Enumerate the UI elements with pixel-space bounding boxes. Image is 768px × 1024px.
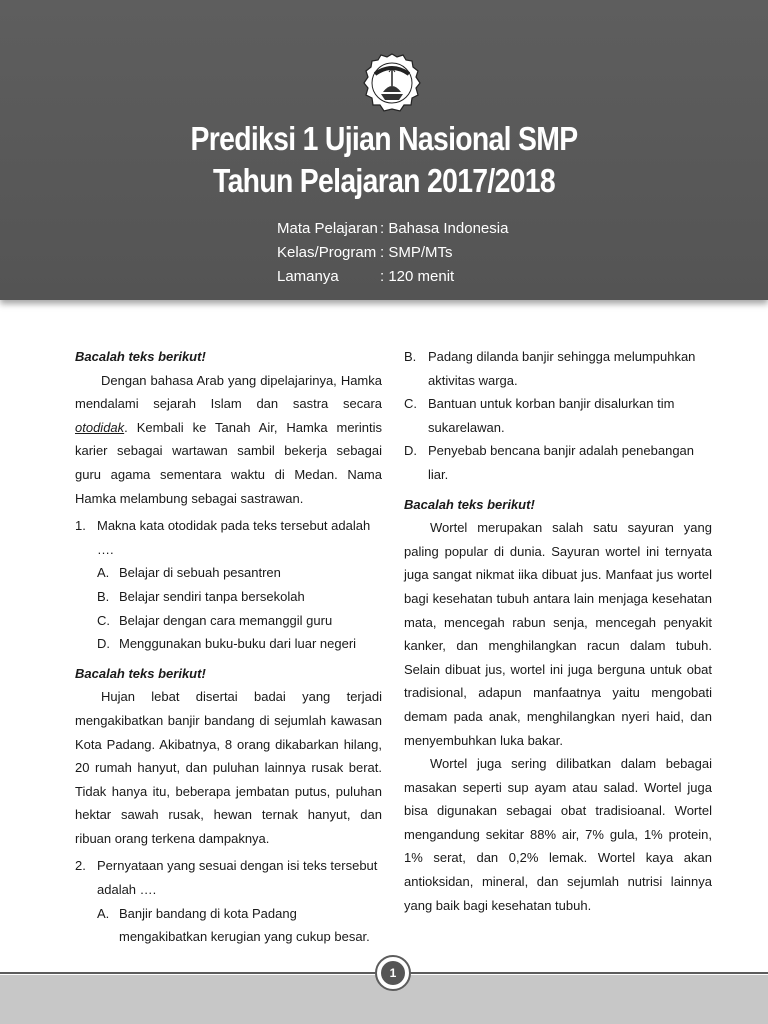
option-letter: D.	[404, 443, 417, 459]
title-line-2: Tahun Pelajaran 2017/2018	[213, 162, 555, 199]
q1-option-a[interactable]	[75, 561, 382, 585]
option-letter: A.	[97, 905, 110, 921]
option-letter: B.	[97, 588, 110, 604]
option-text: Bantuan untuk korban banjir disalurkan tim sukarelawan.	[428, 396, 675, 435]
page-number: 1	[381, 961, 405, 985]
meta-value: : 120 menit	[380, 268, 455, 285]
underlined-term: otodidak	[75, 419, 125, 435]
page-number-badge	[375, 955, 411, 991]
right-column	[404, 345, 712, 917]
question-number: 2.	[75, 858, 86, 874]
option-text: Penyebab bencana banjir adalah penebangan liar.	[428, 443, 695, 482]
option-letter: C.	[97, 612, 110, 628]
meta-value: : SMP/MTs	[380, 244, 453, 261]
tut-wuri-handayani-logo	[359, 52, 425, 116]
passage-text: . Kembali ke Tanah Air, Hamka merintis karier sebagai wartawan sambil bekerja sebagai guru agama sementara waktu di Medan. Nama Hamka melambung sebagai sastrawan.	[75, 419, 382, 506]
question-text: Pernyataan yang sesuai dengan isi teks tersebut adalah ….	[97, 858, 378, 898]
instruction-heading: Bacalah teks berikut!	[75, 665, 206, 681]
header-banner	[0, 0, 768, 300]
instruction-heading: Bacalah teks berikut!	[75, 349, 206, 364]
option-text: Belajar sendiri tanpa bersekolah	[119, 588, 305, 604]
question-number: 1.	[75, 518, 86, 534]
q2-option-d[interactable]	[404, 439, 712, 486]
option-text: Menggunakan buku-buku dari luar negeri	[119, 636, 357, 652]
passage-text: Dengan bahasa Arab yang dipelajarinya, Hamka mendalami sejarah Islam dan sastra secara	[75, 372, 382, 412]
option-text: Belajar di sebuah pesantren	[119, 565, 281, 581]
meta-class	[277, 241, 453, 265]
meta-label: Lamanya	[277, 268, 339, 285]
meta-label: Kelas/Program	[277, 244, 377, 261]
option-letter: A.	[97, 565, 110, 581]
option-text: Padang dilanda banjir sehingga melumpuhkan aktivitas warga.	[428, 349, 696, 388]
passage-wortel-p2: Wortel juga sering dilibatkan dalam bebagai masakan seperti sup ayam atau salad. Wortel juga bisa digunakan sebagai obat tradisioanal. Wortel mengandung sekitar 88% air, 7% gula, 1% protein, 1% serat, dan 0,2% lemak. Wortel kaya akan antioksidan, mineral, dan sejumlah nutrisi lainnya yang baik bagi kesehatan tubuh.	[404, 756, 712, 913]
meta-label: Mata Pelajaran	[277, 220, 378, 237]
passage-hamka	[75, 369, 382, 511]
option-letter: C.	[404, 396, 417, 412]
q2-option-b[interactable]	[404, 345, 712, 392]
q1-option-d[interactable]	[75, 632, 382, 656]
passage-banjir: Hujan lebat disertai badai yang terjadi mengakibatkan banjir bandang di sejumlah kawasan Kota Padang. Akibatnya, 8 orang dikabarkan hilang, 20 rumah hanyut, dan puluhan lainnya rusak berat. Tidak hanya itu, beberapa jembatan putus, puluhan hektar sawah rusak, hewan ternak hanyut, dan ribuan orang terkena dampaknya.	[75, 689, 382, 846]
question-2	[75, 854, 382, 901]
option-letter: B.	[404, 349, 417, 364]
option-text: Belajar dengan cara memanggil guru	[119, 612, 333, 628]
option-letter: D.	[97, 636, 110, 652]
instruction-heading: Bacalah teks berikut!	[404, 496, 535, 512]
q2-option-a[interactable]	[75, 902, 382, 949]
option-text: Banjir bandang di kota Padang mengakibatkan kerugian yang cukup besar.	[119, 905, 370, 945]
question-1	[75, 514, 382, 561]
q1-option-b[interactable]	[75, 585, 382, 609]
q1-option-c[interactable]	[75, 609, 382, 633]
meta-subject	[277, 217, 508, 241]
meta-value: : Bahasa Indonesia	[380, 220, 509, 237]
title-line-1: Prediksi 1 Ujian Nasional SMP	[190, 120, 578, 157]
left-column	[75, 345, 382, 949]
question-text: Makna kata otodidak pada teks tersebut adalah ….	[97, 518, 371, 557]
q2-option-c[interactable]	[404, 392, 712, 439]
meta-duration	[277, 265, 454, 289]
passage-wortel-p1: Wortel merupakan salah satu sayuran yang paling popular di dunia. Sayuran wortel ini ternyata juga sangat nikmat iika dibuat jus. Manfaat jus wortel bagi kesehatan tubuh antara lain menjaga kesehatan mata, mencegah rabun senja, mencegah penyakit kanker, dan menghilangkan racun dalam tubuh. Selain dibuat jus, wortel ini juga berguna untuk obat tradisional, adapun manfaatnya yaitu mengobati demam pada anak, menghilangkan nyeri haid, dan menyembuhkan luka bakar.	[404, 520, 712, 748]
